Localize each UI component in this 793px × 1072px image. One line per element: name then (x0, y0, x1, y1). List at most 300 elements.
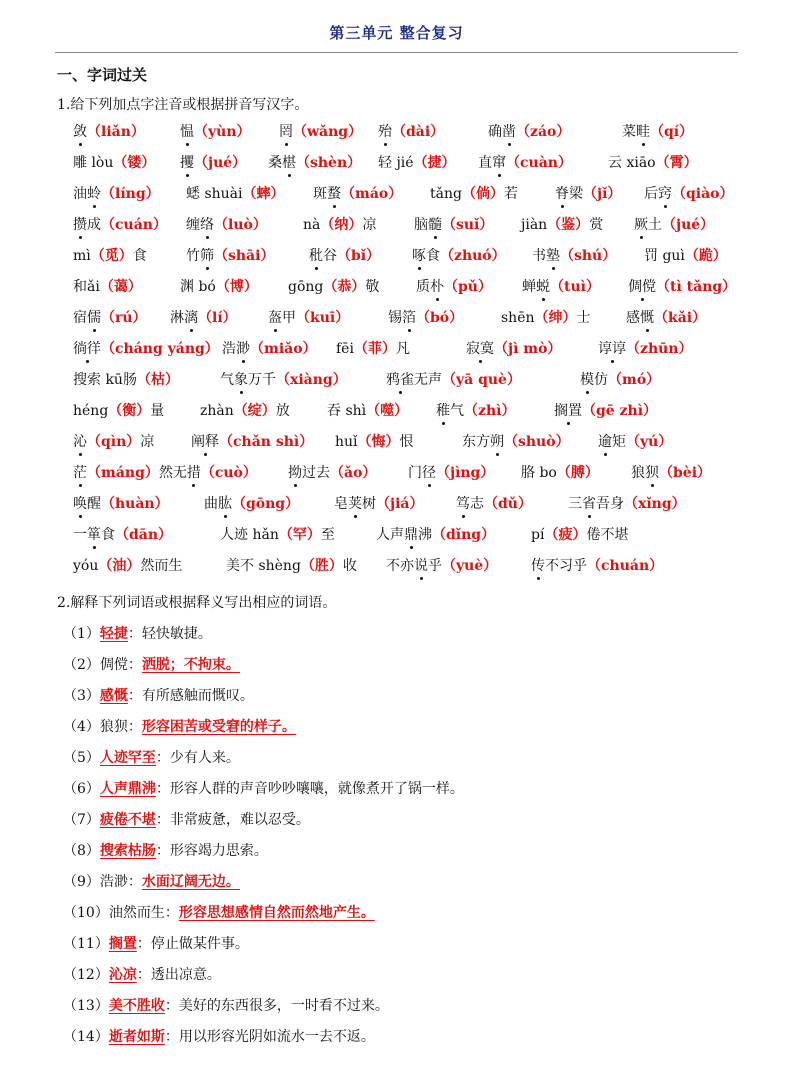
word (501, 306, 591, 330)
word-answer: （gōng） (232, 496, 300, 512)
word (521, 213, 603, 237)
word: 唤醒（huàn） (73, 492, 169, 516)
word-answer: （zhuó） (440, 248, 506, 264)
exercise-row (0, 554, 793, 578)
word: 逾矩（yú） (598, 430, 672, 454)
word-answer: （liǎn） (87, 124, 145, 140)
item-number: （12） (63, 967, 109, 983)
word-text: 箪 (87, 523, 101, 547)
word-answer: （胜） (300, 558, 343, 574)
word-text: 儒 (87, 306, 101, 330)
item-number: （11） (63, 936, 109, 952)
word-text: 狈 (645, 461, 659, 485)
word-answer: （máo） (341, 186, 403, 202)
item-number: （14） (63, 1029, 109, 1045)
word-text: 象 (234, 368, 248, 392)
word-answer: （shú） (560, 248, 617, 264)
word (531, 523, 628, 547)
word-answer: （yùn） (194, 124, 251, 140)
question-2-title: 2.解释下列词语或根据释义写出相应的词语。 (57, 595, 337, 611)
word-answer: （gē zhì） (582, 403, 658, 419)
word-answer: （jué） (194, 155, 247, 171)
word-text: 若 (503, 186, 518, 202)
word: 蝉蜕（tuì） (522, 275, 600, 299)
word (73, 120, 145, 144)
word: 确凿（záo） (488, 120, 570, 144)
word (200, 399, 290, 423)
word (191, 430, 313, 454)
definition-item: （10）油然而生：形容思想感情自然而然地产生。 (63, 905, 375, 921)
word-answer: （suǐ） (442, 217, 494, 233)
word-text: 攒 (73, 213, 87, 237)
word-text: 恨 (399, 434, 414, 450)
word-text: 敛 (73, 120, 87, 144)
word-text: 倦不堪 (586, 527, 629, 543)
word-answer: （罕） (278, 527, 321, 543)
item-number: （2） (63, 657, 100, 673)
word-answer: （枯） (136, 372, 179, 388)
word-text: jiàn (521, 217, 548, 233)
definition-item: （14）逝者如斯：用以形容光阴如流水一去不返。 (63, 1029, 375, 1045)
word-text: 塾 (546, 244, 560, 268)
word-text: 收 (342, 558, 357, 574)
word-answer: （觅） (90, 248, 133, 264)
word-text: 髓 (428, 213, 442, 237)
word-text: 攫 (180, 151, 194, 175)
word-answer: （镂） (113, 155, 156, 171)
word-answer: （绽） (233, 403, 276, 419)
answer: 疲倦不堪 (99, 812, 156, 828)
exercise-row (0, 120, 793, 144)
word (430, 182, 518, 206)
word-answer: （ǎo） (330, 465, 377, 481)
word-answer: （kuī） (296, 310, 350, 326)
word-text: 雕 lòu (73, 155, 114, 171)
word-answer: （bèi） (659, 465, 712, 481)
word-text: 胳 bo (521, 465, 557, 481)
word: 桑椹（shèn） (268, 151, 361, 175)
word-text: 至 (320, 527, 335, 543)
word: 宿儒（rú） (73, 306, 147, 330)
word (73, 337, 219, 361)
item-number: （9） (63, 874, 100, 890)
word-text: 秕 (309, 244, 323, 268)
word-text: 凿 (502, 120, 516, 144)
word-text: 搜索 kū肠 (73, 372, 137, 388)
word-answer: （huàn） (101, 496, 169, 512)
word-answer: （噬） (366, 403, 409, 419)
word-text: 肱 (218, 492, 232, 516)
item-number: （8） (63, 843, 100, 859)
word: 鸦雀无声（yā què） (386, 368, 521, 392)
word-text: 殆 (378, 120, 392, 144)
word-answer: （luò） (214, 217, 267, 233)
definition-item: （11）搁置：停止做某件事。 (63, 936, 249, 952)
word: 菜畦（qí） (622, 120, 693, 144)
definition-item: （12）沁凉：透出凉意。 (63, 967, 221, 983)
word: 传不习乎（chuán） (531, 554, 663, 578)
exercise-row (0, 182, 793, 206)
word: 书塾（shú） (532, 244, 616, 268)
word (644, 244, 727, 268)
word-text: 徜徉 (73, 337, 101, 361)
word-answer: （shāi） (214, 248, 275, 264)
word: 东方朔（shuò） (462, 430, 570, 454)
word (73, 399, 164, 423)
word-answer: （菲） (353, 341, 396, 357)
word-text: 盔 (268, 306, 282, 330)
word-answer: （xiàng） (276, 372, 347, 388)
word-text: 窜 (492, 151, 506, 175)
definition-item: （5）人迹罕至：少有人来。 (63, 750, 240, 766)
item-number: （4） (63, 719, 100, 735)
word-answer: （jìng） (436, 465, 495, 481)
item-number: （10） (63, 905, 109, 921)
exercise-row (0, 430, 793, 454)
word-answer: （油） (98, 558, 141, 574)
word: 脑髓（suǐ） (414, 213, 493, 237)
word-text: 凉 (140, 434, 155, 450)
answer: 沁凉 (108, 967, 137, 983)
word (180, 151, 246, 175)
word-answer: （捷） (413, 155, 456, 171)
word-text: héng (73, 403, 109, 419)
word-answer: （mó） (608, 372, 661, 388)
word-text: 络 (200, 213, 214, 237)
word-text: 拗 (288, 461, 302, 485)
word: 直窜（cuàn） (478, 151, 572, 175)
word-text: 吞 shì (327, 403, 367, 419)
word (180, 275, 258, 299)
word-text: 罔 (279, 120, 293, 144)
word-text: 蜕 (536, 275, 550, 299)
word: 狼狈（bèi） (631, 461, 711, 485)
word (73, 430, 154, 454)
word-answer: （máng） (87, 465, 159, 481)
word: 皂荚树（jiá） (334, 492, 423, 516)
word-text: 畦 (636, 120, 650, 144)
word-text: 敬 (365, 279, 380, 295)
exercise-row (0, 368, 793, 392)
word-text: 罚 guì (644, 248, 685, 264)
word: 油蛉（líng） (73, 182, 160, 206)
word-answer: （鉴） (547, 217, 590, 233)
word-text: mì (73, 248, 91, 264)
word-answer: （恭） (323, 279, 366, 295)
title-divider (55, 52, 738, 53)
definition-item: （2）倜傥：洒脱；不拘束。 (63, 657, 240, 673)
word: 气象万千（xiàng） (220, 368, 347, 392)
word: 人声鼎沸（dǐng） (376, 523, 495, 547)
word-answer: （rú） (101, 310, 147, 326)
word-answer: （pǔ） (444, 279, 492, 295)
word-text: pí (531, 527, 545, 543)
word (288, 275, 379, 299)
word-text: 凡 (395, 341, 410, 357)
word-text: 径 (422, 461, 436, 485)
word-answer: （jì mò） (494, 341, 562, 357)
word-answer: （qí） (650, 124, 694, 140)
word-answer: （chuán） (587, 558, 664, 574)
word-answer: （xǐng） (624, 496, 686, 512)
answer: 人迹罕至 (99, 750, 156, 766)
word-text: 模 (580, 368, 594, 392)
word: 淋漓（lí） (170, 306, 237, 330)
word: 秕谷（bǐ） (309, 244, 380, 268)
word: 竹筛（shāi） (186, 244, 274, 268)
question-1-title: 1.给下列加点字注音或根据拼音写汉字。 (57, 97, 309, 113)
definition-list (63, 621, 763, 1055)
word-text: 渺 (236, 337, 250, 361)
word: 厥土（jué） (634, 213, 714, 237)
definition-item: （6）人声鼎沸：形容人群的声音吵吵嚷嚷，就像煮开了锅一样。 (63, 781, 464, 797)
answer: 人声鼎沸 (99, 781, 156, 797)
answer: 逝者如斯 (108, 1029, 165, 1045)
word-text: 筛 (200, 244, 214, 268)
exercise-row (0, 244, 793, 268)
word-answer: （疲） (544, 527, 587, 543)
word-answer: （dài） (392, 124, 445, 140)
answer: 轻捷 (99, 626, 128, 642)
word-answer: （博） (215, 279, 258, 295)
word-text: 蛉 (87, 182, 101, 206)
word-text: 脊 (555, 182, 569, 206)
word (335, 430, 414, 454)
word-answer: （yuè） (442, 558, 498, 574)
word-text: 量 (150, 403, 165, 419)
word-text: huǐ (335, 434, 358, 450)
word-text: 搁置 (554, 399, 582, 423)
word-text: 然而生 (140, 558, 183, 574)
answer: 水面辽阔无边。 (141, 874, 240, 890)
word-answer: （膊） (556, 465, 599, 481)
word-text: 鸦雀 (386, 368, 414, 392)
word-answer: （chǎn shì） (219, 434, 314, 450)
word-text: 稚 (436, 399, 450, 423)
word (598, 337, 693, 361)
word-text: 朴 (430, 275, 444, 299)
word-answer: （qiào） (672, 186, 734, 202)
word (628, 275, 736, 299)
word-answer: （jǐ） (583, 186, 622, 202)
item-number: （3） (63, 688, 100, 704)
word-answer: （跪） (684, 248, 727, 264)
word-answer: （shèn） (296, 155, 362, 171)
word: 攒成（cuán） (73, 213, 167, 237)
section-title: 一、字词过关 (57, 66, 148, 84)
word-text: 食 (132, 248, 147, 264)
word-text: 寂寞 (466, 337, 494, 361)
word: 模仿（mó） (580, 368, 660, 392)
word: 斑蝥（máo） (313, 182, 402, 206)
word-answer: （tuì） (550, 279, 600, 295)
item-number: （5） (63, 750, 100, 766)
word (327, 399, 408, 423)
word-answer: （cuàn） (506, 155, 572, 171)
word-text: 阐释 (191, 430, 219, 454)
word: 盔甲（kuī） (268, 306, 349, 330)
word-text: 椹 (282, 151, 296, 175)
word-text: 慨 (640, 306, 654, 330)
word-answer: （miǎo） (250, 341, 317, 357)
item-number: （6） (63, 781, 100, 797)
word-text: tǎng (430, 186, 462, 202)
word-answer: （qìn） (87, 434, 141, 450)
word (378, 120, 444, 144)
word: 后窍（qiào） (644, 182, 734, 206)
word (466, 337, 561, 361)
word-answer: （cuán） (101, 217, 167, 233)
answer: 搁置 (108, 936, 137, 952)
word: 浩渺（miǎo） (222, 337, 317, 361)
word (73, 275, 142, 299)
item-number: （7） (63, 812, 100, 828)
word-text: 士 (576, 310, 591, 326)
word-text: 人迹 hǎn (220, 527, 279, 543)
definition-item: （13）美不胜收：美好的东西很多，一时看不过来。 (63, 998, 389, 1014)
word-text: zhàn (200, 403, 234, 419)
word-answer: （cuò） (200, 465, 257, 481)
word: 啄食（zhuó） (412, 244, 506, 268)
word-text: 赏 (589, 217, 604, 233)
answer: 搜索枯肠 (99, 843, 156, 859)
word: 曲肱（gōng） (204, 492, 299, 516)
exercise-row (0, 337, 793, 361)
word (73, 244, 147, 268)
definition-item: （3）感慨：有所感触而慨叹。 (63, 688, 254, 704)
word-answer: （cháng yáng） (101, 341, 219, 357)
word-answer: （yā què） (442, 372, 521, 388)
exercise-row (0, 399, 793, 423)
word (336, 337, 410, 361)
word-answer: （倘） (461, 186, 504, 202)
exercise-row (0, 275, 793, 299)
word-answer: （bǐ） (337, 248, 381, 264)
word-text: 荚 (348, 492, 362, 516)
definition-item: （7）疲倦不堪：非常疲惫，难以忍受。 (63, 812, 310, 828)
word (73, 368, 179, 392)
word-answer: （tì tǎng） (656, 279, 737, 295)
exercise-row (0, 213, 793, 237)
word: 茫（máng）然无措（cuò） (73, 461, 257, 485)
exercise-row (0, 523, 793, 547)
word-text: nà (303, 217, 321, 233)
word (521, 461, 599, 485)
word-answer: （záo） (516, 124, 571, 140)
word-text: 逾 (598, 430, 612, 454)
word-answer: （bó） (416, 310, 464, 326)
answer: 美不胜收 (108, 998, 165, 1014)
word-text: 茫 (73, 461, 87, 485)
word-text: 厥 (634, 213, 648, 237)
word: 锡箔（bó） (388, 306, 463, 330)
word-text: 凉 (362, 217, 377, 233)
word-answer: （悔） (357, 434, 400, 450)
word-text: 啄 (412, 244, 426, 268)
word-text: 鼎 (404, 523, 418, 547)
word-answer: （yú） (626, 434, 673, 450)
word-answer: （蔼） (99, 279, 142, 295)
word (303, 213, 376, 237)
word-text: 传 (531, 554, 545, 578)
word-text: 漓 (184, 306, 198, 330)
word-text: 轻 jié (378, 155, 414, 171)
word-text: 谆谆 (598, 337, 626, 361)
word (186, 182, 285, 206)
word-answer: （wǎng） (293, 124, 363, 140)
word-text: 省 (582, 492, 596, 516)
word-answer: （纳） (320, 217, 363, 233)
word-answer: （lí） (198, 310, 237, 326)
word: 稚气（zhì） (436, 399, 515, 423)
word-answer: （kǎi） (654, 310, 707, 326)
word-text: yóu (73, 558, 99, 574)
word-text: 唤 (73, 492, 87, 516)
word-text: 说 (414, 554, 428, 578)
word-text: 愠 (180, 120, 194, 144)
word (73, 554, 182, 578)
word-answer: （zhì） (464, 403, 516, 419)
answer: 形容困苦或受窘的样子。 (141, 719, 296, 735)
word: 不亦说乎（yuè） (386, 554, 497, 578)
word-text: 箔 (402, 306, 416, 330)
page-title: 第三单元 整合复习 (329, 24, 464, 42)
word (220, 523, 335, 547)
word: 笃志（dǔ） (456, 492, 532, 516)
word-answer: （dǐng） (432, 527, 496, 543)
word (279, 120, 362, 144)
word-answer: （jiá） (376, 496, 424, 512)
word-text: 沁 (73, 430, 87, 454)
word: 脊梁（jǐ） (555, 182, 621, 206)
word-text: 蝥 (327, 182, 341, 206)
word: 门径（jìng） (408, 461, 494, 485)
word-text: 措 (187, 461, 201, 485)
word-answer: （dān） (115, 527, 173, 543)
word: 质朴（pǔ） (416, 275, 492, 299)
exercise-row (0, 492, 793, 516)
item-number: （13） (63, 998, 109, 1014)
word-answer: （霄） (655, 155, 698, 171)
word (180, 120, 251, 144)
word-text: 美不 shèng (226, 558, 301, 574)
word-text: 放 (275, 403, 290, 419)
word-text: 笃 (456, 492, 470, 516)
word-answer: （shuò） (504, 434, 570, 450)
definition-item: （1）轻捷：轻快敏捷。 (63, 626, 212, 642)
word-text: fēi (336, 341, 354, 357)
word-answer: （衡） (108, 403, 151, 419)
word-answer: （绅） (534, 310, 577, 326)
word: 缠络（luò） (186, 213, 267, 237)
answer: 洒脱；不拘束。 (141, 657, 240, 673)
word (226, 554, 357, 578)
definition-item: （8）搜索枯肠：形容竭力思索。 (63, 843, 268, 859)
exercise-row (0, 151, 793, 175)
item-number: （1） (63, 626, 100, 642)
word: 感慨（kǎi） (626, 306, 706, 330)
word-text: 朔 (490, 430, 504, 454)
word (554, 399, 657, 423)
word-answer: （jué） (662, 217, 715, 233)
exercise-row (0, 461, 793, 485)
definition-item: （9）浩渺：水面辽阔无边。 (63, 874, 240, 890)
word-text: 蟋 shuài (186, 186, 243, 202)
word-text: 渊 bó (180, 279, 216, 295)
word (378, 151, 456, 175)
exercise-row (0, 306, 793, 330)
answer: 形容思想感情自然而然地产生。 (178, 905, 375, 921)
